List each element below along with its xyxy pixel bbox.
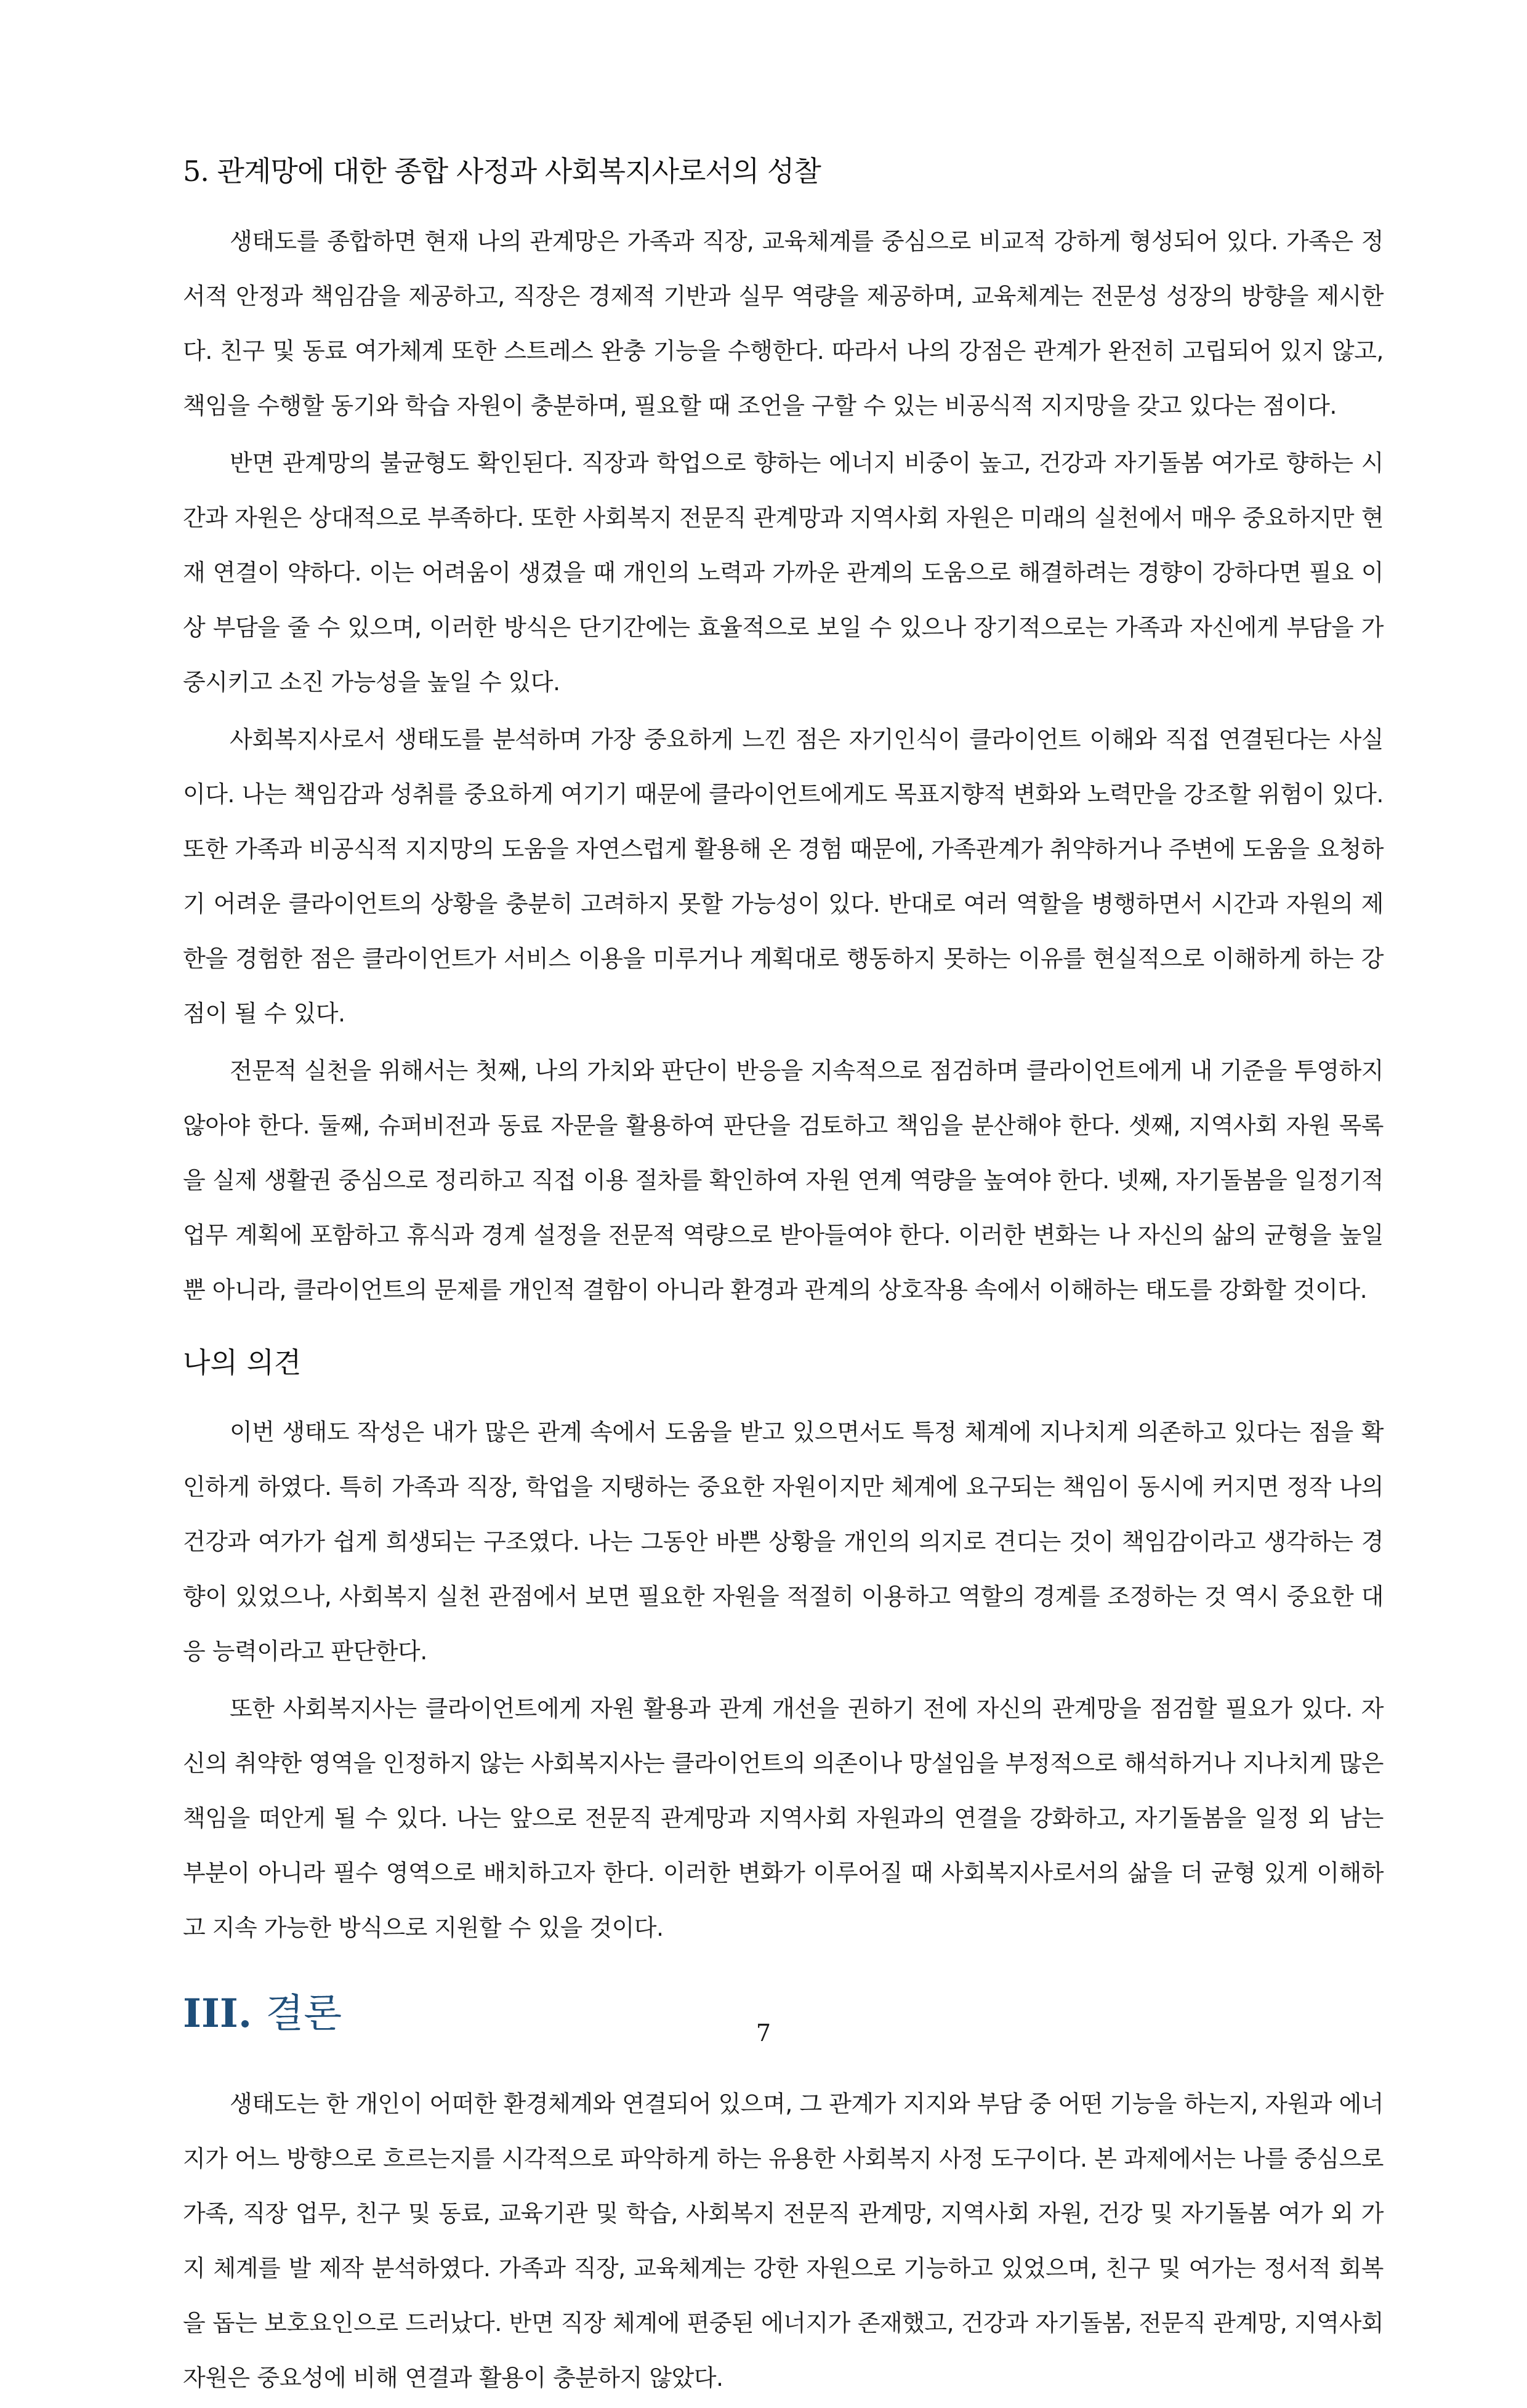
section-title: 관계망에 대한 종합 사정과 사회복지사로서의 성찰: [217, 155, 821, 188]
page-number: 7: [755, 2019, 772, 2047]
paragraph: 전문적 실천을 위해서는 첫째, 나의 가치와 판단이 반응을 지속적으로 점검하며 클라이언트에게 내 기준을 투영하지 않아야 한다. 둘째, 슈퍼비전과 동료 자문을 활용하여 판단을 검토하고 책임을 분산해야 한다. 셋째, 지역사회 자원 목록을 실제 생활권 중심으로 정리하고 직접 이용 절차를 확인하여 자원 연계 역량을 높여야 한다. 넷째, 자기돌봄을 일정기적 업무 계획에 포함하고 휴식과 경계 설정을 전문적 역량으로 받아들여야 한다. 이러한 변화는 나 자신의 삶의 균형을 높일 뿐 아니라, 클라이언트의 문제를 개인적 결함이 아니라 환경과 관계의 상호작용 속에서 이해하는 태도를 강화할 것이다.: [183, 1057, 1384, 1303]
paragraph: 또한 사회복지사는 클라이언트에게 자원 활용과 관계 개선을 권하기 전에 자신의 관계망을 점검할 필요가 있다. 자신의 취약한 영역을 인정하지 않는 사회복지사는 클라이언트의 의존이나 망설임을 부정적으로 해석하거나 지나치게 많은 책임을 떠안게 될 수 있다. 나는 앞으로 전문직 관계망과 지역사회 자원과의 연결을 강화하고, 자기돌봄을 일정 외 남는 부분이 아니라 필수 영역으로 배치하고자 한다. 이러한 변화가 이루어질 때 사회복지사로서의 삶을 더 균형 있게 이해하고 지속 가능한 방식으로 지원할 수 있을 것이다.: [183, 1695, 1384, 1942]
chapter-title: 결론: [265, 1991, 342, 2037]
paragraph: 생태도를 종합하면 현재 나의 관계망은 가족과 직장, 교육체계를 중심으로 비교적 강하게 형성되어 있다. 가족은 정서적 안정과 책임감을 제공하고, 직장은 경제적 기반과 실무 역량을 제공하며, 교육체계는 전문성 성장의 방향을 제시한다. 친구 및 동료 여가체계 또한 스트레스 완충 기능을 수행한다. 따라서 나의 강점은 관계가 완전히 고립되어 있지 않고, 책임을 수행할 동기와 학습 자원이 충분하며, 필요할 때 조언을 구할 수 있는 비공식적 지지망을 갖고 있다는 점이다.: [183, 227, 1384, 419]
opinion-heading: 나의 의견: [183, 1345, 302, 1379]
paragraph: 생태도는 한 개인이 어떠한 환경체계와 연결되어 있으며, 그 관계가 지지와 부담 중 어떤 기능을 하는지, 자원과 에너지가 어느 방향으로 흐르는지를 시각적으로 파악하게 하는 유용한 사회복지 사정 도구이다. 본 과제에서는 나를 중심으로 가족, 직장 업무, 친구 및 동료, 교육기관 및 학습, 사회복지 전문직 관계망, 지역사회 자원, 건강 및 자기돌봄 여가 외 가지 체계를 발 제작 분석하였다. 가족과 직장, 교육체계는 강한 자원으로 기능하고 있었으며, 친구 및 여가는 정서적 회복을 돕는 보호요인으로 드러났다. 반면 직장 체계에 편중된 에너지가 존재했고, 건강과 자기돌봄, 전문직 관계망, 지역사회 자원은 중요성에 비해 연결과 활용이 충분하지 않았다.: [183, 2090, 1384, 2391]
paragraph: 반면 관계망의 불균형도 확인된다. 직장과 학업으로 향하는 에너지 비중이 높고, 건강과 자기돌봄 여가로 향하는 시간과 자원은 상대적으로 부족하다. 또한 사회복지 전문직 관계망과 지역사회 자원은 미래의 실천에서 매우 중요하지만 현재 연결이 약하다. 이는 어려움이 생겼을 때 개인의 노력과 가까운 관계의 도움으로 해결하려는 경향이 강하다면 필요 이상 부담을 줄 수 있으며, 이러한 방식은 단기간에는 효율적으로 보일 수 있으나 장기적으로는 가족과 자신에게 부담을 가중시키고 소진 가능성을 높일 수 있다.: [183, 449, 1384, 696]
chapter-number: III.: [183, 1991, 252, 2037]
section-heading: [183, 151, 1384, 192]
paragraph: 사회복지사로서 생태도를 분석하며 가장 중요하게 느낀 점은 자기인식이 클라이언트 이해와 직접 연결된다는 사실이다. 나는 책임감과 성취를 중요하게 여기기 때문에 클라이언트에게도 목표지향적 변화와 노력만을 강조할 위험이 있다. 또한 가족과 비공식적 지지망의 도움을 자연스럽게 활용해 온 경험 때문에, 가족관계가 취약하거나 주변에 도움을 요청하기 어려운 클라이언트의 상황을 충분히 고려하지 못할 가능성이 있다. 반대로 여러 역할을 병행하면서 시간과 자원의 제한을 경험한 점은 클라이언트가 서비스 이용을 미루거나 계획대로 행동하지 못하는 이유를 현실적으로 이해하게 하는 강점이 될 수 있다.: [183, 725, 1384, 1027]
page-content: [183, 151, 1384, 2408]
section-number: 5.: [183, 155, 209, 188]
paragraph: 이번 생태도 작성은 내가 많은 관계 속에서 도움을 받고 있으면서도 특정 체계에 지나치게 의존하고 있다는 점을 확인하게 하였다. 특히 가족과 직장, 학업을 지탱하는 중요한 자원이지만 체계에 요구되는 책임이 동시에 커지면 정작 나의 건강과 여가가 쉽게 희생되는 구조였다. 나는 그동안 바쁜 상황을 개인의 의지로 견디는 것이 책임감이라고 생각하는 경향이 있었으나, 사회복지 실천 관점에서 보면 필요한 자원을 적절히 이용하고 역할의 경계를 조정하는 것 역시 중요한 대응 능력이라고 판단한다.: [183, 1419, 1384, 1665]
